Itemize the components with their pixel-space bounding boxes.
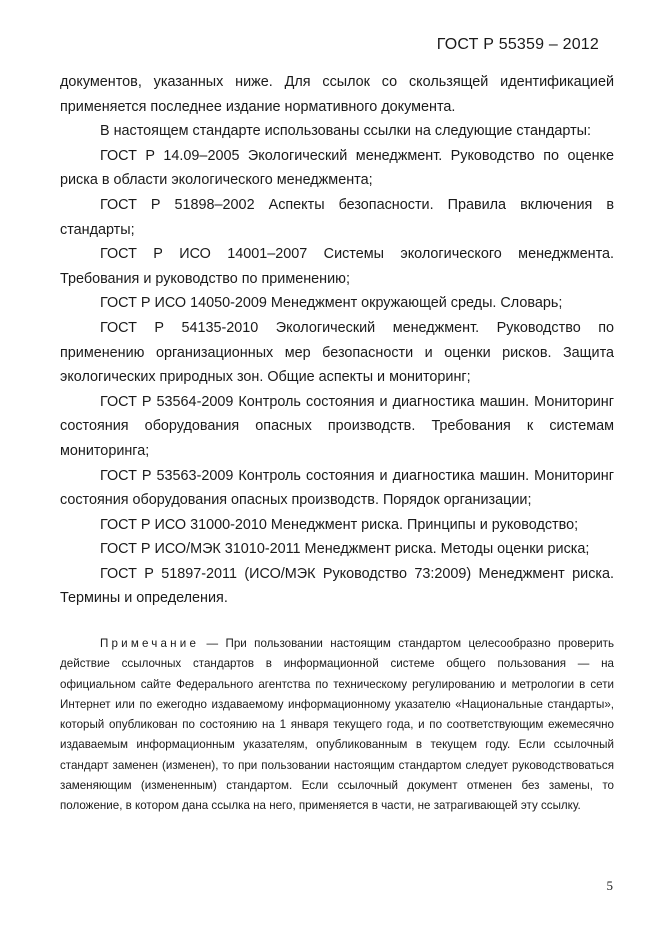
reference-gost-r-iso-iec-31010: ГОСТ Р ИСО/МЭК 31010-2011 Менеджмент риска. Методы оценки риска;: [100, 541, 590, 558]
reference-gost-r-53564: ГОСТ Р 53564-2009 Контроль состояния и диагностика машин. Мониторинг состояния оборудования опасных производств. Требования к системам мониторинга;: [60, 393, 614, 459]
note-block: [60, 634, 614, 817]
reference-gost-r-53563: ГОСТ Р 53563-2009 Контроль состояния и диагностика машин. Мониторинг состояния оборудования опасных производств. Порядок организации;: [60, 467, 614, 509]
body-text: [60, 70, 614, 611]
page-number: 5: [606, 878, 613, 893]
document-code-header: ГОСТ Р 55359 – 2012: [436, 36, 599, 53]
paragraph-intro: В настоящем стандарте использованы ссылки на следующие стандарты:: [100, 123, 592, 140]
note-label: Примечание: [100, 637, 200, 650]
reference-gost-r-iso-14050: ГОСТ Р ИСО 14050-2009 Менеджмент окружающей среды. Словарь;: [100, 295, 563, 312]
reference-gost-r-51897: ГОСТ Р 51897-2011 (ИСО/МЭК Руководство 73:2009) Менеджмент риска. Термины и определения.: [60, 565, 614, 607]
reference-gost-r-14-09: ГОСТ Р 14.09–2005 Экологический менеджмент. Руководство по оценке риска в области экологического менеджмента;: [60, 147, 614, 189]
note-paragraph: [60, 634, 614, 817]
reference-gost-r-iso-31000: ГОСТ Р ИСО 31000-2010 Менеджмент риска. Принципы и руководство;: [100, 516, 579, 533]
reference-gost-r-54135: ГОСТ Р 54135-2010 Экологический менеджмент. Руководство по применению организационных мер безопасности и оценки рисков. Защита экологических природных зон. Общие аспекты и мониторинг;: [60, 319, 614, 386]
note-text: — При пользовании настоящим стандартом целесообразно проверить действие ссылочных стандартов в информационной системе общего пользования — на официальном сайте Федерального агентства по техническому регулированию и метрологии в сети Интернет или по ежегодно издаваемому информационному указателю «Национальные стандарты», который опубликован по состоянию на 1 января текущего года, и по соответствующим ежемесячно издаваемым информационным указателям, опубликованным в текущем году. Если ссылочный стандарт заменен (изменен), то при пользовании настоящим стандартом следует руководствоваться заменяющим (измененным) стандартом. Если ссылочный документ отменен без замены, то положение, в котором дана ссылка на него, применяется в части, не затрагивающей эту ссылку.: [60, 637, 614, 813]
paragraph-continuation: документов, указанных ниже. Для ссылок со скользящей идентификацией применяется последнее издание нормативного документа.: [60, 74, 614, 115]
reference-gost-r-51898: ГОСТ Р 51898–2002 Аспекты безопасности. Правила включения в стандарты;: [60, 196, 614, 238]
reference-gost-r-iso-14001: ГОСТ Р ИСО 14001–2007 Системы экологического менеджмента. Требования и руководство по применению;: [60, 246, 614, 287]
